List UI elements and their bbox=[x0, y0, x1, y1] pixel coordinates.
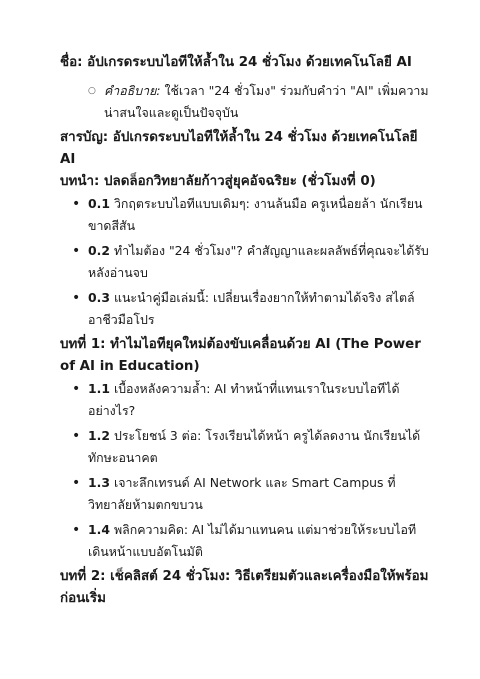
intro-list bbox=[60, 193, 432, 331]
item-number: 0.1 bbox=[88, 196, 110, 211]
bullet-icon: • bbox=[72, 243, 81, 259]
item-text: ทำไมต้อง "24 ชั่วโมง"? คำสัญญาและผลลัพธ์ที่คุณจะได้รับหลังอ่านจบ bbox=[88, 243, 429, 280]
list-item bbox=[72, 519, 432, 563]
bullet-icon: • bbox=[72, 381, 81, 397]
list-item bbox=[72, 240, 432, 284]
chapter1-list bbox=[60, 378, 432, 563]
item-number: 1.3 bbox=[88, 475, 110, 490]
list-item bbox=[72, 425, 432, 469]
item-text: เจาะลึกเทรนด์ AI Network และ Smart Campus ที่วิทยาลัยห้ามตกขบวน bbox=[88, 475, 396, 512]
item-text: ประโยชน์ 3 ต่อ: โรงเรียนได้หน้า ครูได้ลดงาน นักเรียนได้ทักษะอนาคต bbox=[88, 428, 421, 465]
item-text: เบื้องหลังความล้ำ: AI ทำหน้าที่แทนเราในระบบไอทีได้อย่างไร? bbox=[88, 381, 400, 418]
item-number: 1.1 bbox=[88, 381, 110, 396]
chapter2-heading: บทที่ 2: เช็คลิสต์ 24 ชั่วโมง: วิธีเตรียมตัวและเครื่องมือให้พร้อมก่อนเริ่ม bbox=[60, 569, 429, 606]
item-text: แนะนำคู่มือเล่มนี้: เปลี่ยนเรื่องยากให้ทำตามได้จริง สไตล์อาชีวมือโปร bbox=[88, 290, 415, 327]
bullet-icon: • bbox=[72, 522, 81, 538]
bullet-icon: • bbox=[72, 196, 81, 212]
item-number: 0.3 bbox=[88, 290, 110, 305]
list-item bbox=[72, 287, 432, 331]
item-text: วิกฤตระบบไอทีแบบเดิมๆ: งานล้นมือ ครูเหนื่อยล้า นักเรียนขาดสีสัน bbox=[88, 196, 423, 233]
item-number: 0.2 bbox=[88, 243, 110, 258]
bullet-icon: • bbox=[72, 428, 81, 444]
intro-heading: บทนำ: ปลดล็อกวิทยาลัยก้าวสู่ยุคอัจฉริยะ (ชั่วโมงที่ 0) bbox=[60, 174, 376, 189]
chapter1-heading: บทที่ 1: ทำไมไอทียุคใหม่ต้องขับเคลื่อนด้วย AI (The Power of AI in Education) bbox=[60, 337, 421, 374]
item-number: 1.2 bbox=[88, 428, 110, 443]
explanation-item bbox=[88, 80, 432, 124]
explanation-label: คำอธิบาย: bbox=[104, 83, 161, 98]
item-number: 1.4 bbox=[88, 522, 110, 537]
toc-heading: สารบัญ: อัปเกรดระบบไอทีให้ล้ำใน 24 ชั่วโมง ด้วยเทคโนโลยี AI bbox=[60, 130, 418, 167]
explanation-list bbox=[60, 80, 432, 124]
explanation-text: ใช้เวลา "24 ชั่วโมง" ร่วมกับคำว่า "AI" เพิ่มความน่าสนใจและดูเป็นปัจจุบัน bbox=[104, 83, 429, 120]
list-item bbox=[72, 472, 432, 516]
bullet-icon: • bbox=[72, 475, 81, 491]
item-text: พลิกความคิด: AI ไม่ได้มาแทนคน แต่มาช่วยให้ระบบไอทีเดินหน้าแบบอัตโนมัติ bbox=[88, 522, 417, 559]
title-heading: ชื่อ: อัปเกรดระบบไอทีให้ล้ำใน 24 ชั่วโมง ด้วยเทคโนโลยี AI bbox=[60, 55, 412, 70]
hollow-bullet-icon: ○ bbox=[88, 86, 96, 96]
list-item bbox=[72, 193, 432, 237]
bullet-icon: • bbox=[72, 290, 81, 306]
document-body bbox=[60, 52, 432, 610]
list-item bbox=[72, 378, 432, 422]
